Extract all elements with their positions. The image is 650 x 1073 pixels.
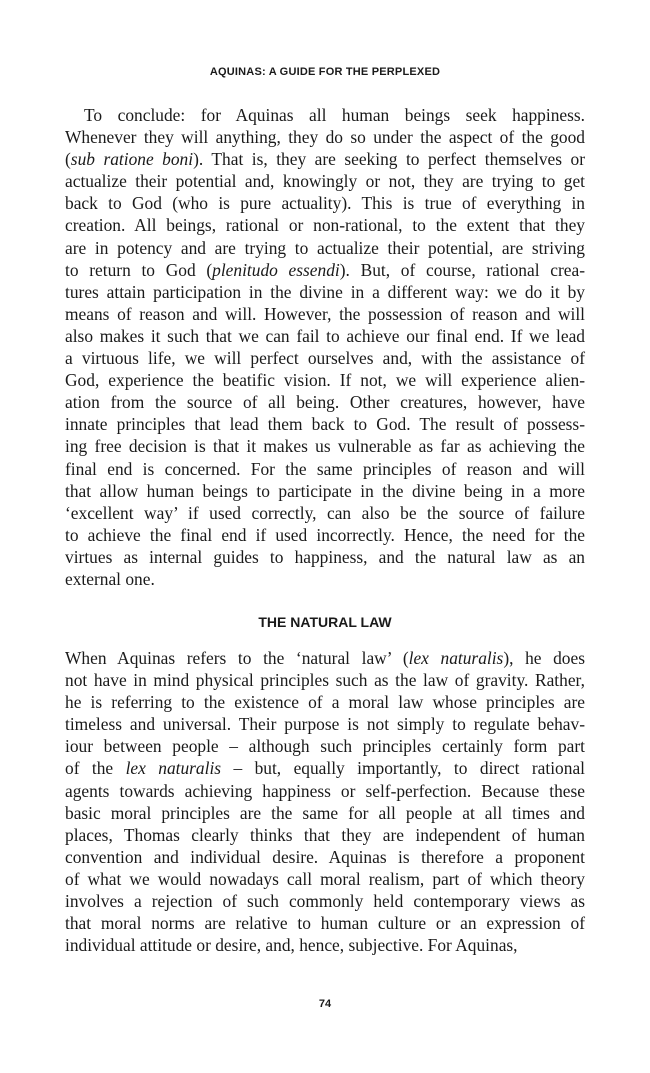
- text-line: [65, 846, 585, 868]
- running-head: AQUINAS: A GUIDE FOR THE PERPLEXED: [209, 66, 441, 78]
- text-run: he is referring to the existence of a moral law whose principles are: [65, 692, 585, 713]
- text-run: involves a rejection of such commonly held contemporary views as: [65, 891, 585, 912]
- text-line: [65, 413, 585, 435]
- text-line: [65, 824, 585, 846]
- text-run: external one.: [65, 568, 155, 589]
- text-run: ation from the source of all being. Other creatures, however, have: [65, 392, 585, 413]
- page-number: 74: [318, 998, 332, 1010]
- text-run: are in potency and are trying to actualize their potential, are striving: [65, 237, 585, 258]
- section-heading: THE NATURAL LAW: [258, 614, 392, 630]
- text-run: ). But, of course, rational crea-: [339, 259, 585, 280]
- text-run: a virtuous life, we will perfect ourselves and, with the assistance of: [65, 348, 585, 369]
- text-run: God, experience the beatific vision. If not, we will experience alien-: [65, 370, 585, 391]
- text-line: [65, 458, 585, 480]
- text-run: innate principles that lead them back to God. The result of possess-: [65, 414, 585, 435]
- text-run: also makes it such that we can fail to achieve our final end. If we lead: [65, 325, 585, 346]
- text-run: creation. All beings, rational or non-rational, to the extent that they: [65, 215, 585, 236]
- text-line: [65, 802, 585, 824]
- text-run: timeless and universal. Their purpose is not simply to regulate behav-: [65, 714, 585, 735]
- text-line: [65, 868, 585, 890]
- text-line: [65, 647, 585, 669]
- text-line: [65, 369, 585, 391]
- text-line: [65, 281, 585, 303]
- text-run: back to God (who is pure actuality). This is true of everything in: [65, 193, 585, 214]
- text-line: [65, 126, 585, 148]
- text-line: [65, 890, 585, 912]
- text-run: (: [65, 149, 71, 170]
- text-line: [65, 214, 585, 236]
- text-line: [65, 259, 585, 281]
- text-run: means of reason and will. However, the possession of reason and will: [65, 303, 585, 324]
- text-run: places, Thomas clearly thinks that they are independent of human: [65, 824, 585, 845]
- text-run: to achieve the final end if used incorrectly. Hence, the need for the: [65, 524, 585, 545]
- text-run: tures attain participation in the divine in a different way: we do it by: [65, 281, 585, 302]
- text-run: individual attitude or desire, and, hence, subjective. For Aquinas,: [65, 935, 518, 956]
- text-run: – but, equally importantly, to direct rational: [221, 758, 585, 779]
- text-line: [65, 170, 585, 192]
- text-run: that allow human beings to participate in the divine being in a more: [65, 480, 585, 501]
- italic-term: plenitudo essendi: [212, 259, 340, 280]
- text-line: [65, 104, 585, 126]
- text-line: [65, 237, 585, 259]
- text-line: [65, 934, 585, 956]
- text-run: convention and individual desire. Aquinas is therefore a proponent: [65, 846, 585, 867]
- text-line: [65, 391, 585, 413]
- text-line: [65, 669, 585, 691]
- text-run: actualize their potential and, knowingly or not, they are trying to get: [65, 171, 585, 192]
- text-run: of what we would nowadays call moral realism, part of which theory: [65, 868, 585, 889]
- text-line: [65, 347, 585, 369]
- text-line: [65, 303, 585, 325]
- paragraph-natural-law: [65, 647, 585, 956]
- text-line: [65, 325, 585, 347]
- italic-term: lex naturalis: [125, 758, 222, 779]
- text-line: [65, 546, 585, 568]
- text-run: agents towards achieving happiness or self-perfection. Because these: [65, 780, 585, 801]
- text-line: [65, 148, 585, 170]
- text-run: ). That is, they are seeking to perfect themselves or: [193, 149, 585, 170]
- text-line: [65, 757, 585, 779]
- paragraph-conclusion: [65, 104, 585, 590]
- text-run: final end is concerned. For the same principles of reason and will: [65, 458, 585, 479]
- italic-term: sub ratione boni: [70, 149, 194, 170]
- italic-term: lex naturalis: [408, 648, 504, 668]
- text-run: of the: [65, 758, 126, 779]
- text-run: virtues as internal guides to happiness, and the natural law as an: [65, 546, 585, 567]
- text-line: [65, 435, 585, 457]
- text-run: ing free decision is that it makes us vulnerable as far as achieving the: [65, 436, 585, 457]
- text-line: [65, 524, 585, 546]
- text-run: ‘excellent way’ if used correctly, can also be the source of failure: [65, 502, 585, 523]
- text-run: basic moral principles are the same for all people at all times and: [65, 802, 585, 823]
- text-line: [65, 691, 585, 713]
- text-run: to return to God (: [65, 259, 213, 280]
- text-run: When Aquinas refers to the ‘natural law’ (: [65, 648, 409, 668]
- text-line: [65, 735, 585, 757]
- text-run: ), he does: [503, 648, 585, 668]
- text-line: [65, 713, 585, 735]
- text-run: that moral norms are relative to human culture or an expression of: [65, 913, 585, 934]
- text-run: not have in mind physical principles such as the law of gravity. Rather,: [65, 670, 585, 691]
- text-run: To conclude: for Aquinas all human beings seek happiness.: [84, 105, 585, 125]
- text-line: [65, 480, 585, 502]
- text-line: [65, 192, 585, 214]
- text-line: [65, 502, 585, 524]
- text-line: [65, 568, 585, 590]
- text-run: Whenever they will anything, they do so under the aspect of the good: [65, 127, 585, 148]
- text-line: [65, 912, 585, 934]
- text-run: iour between people – although such principles certainly form part: [65, 736, 585, 757]
- text-line: [65, 780, 585, 802]
